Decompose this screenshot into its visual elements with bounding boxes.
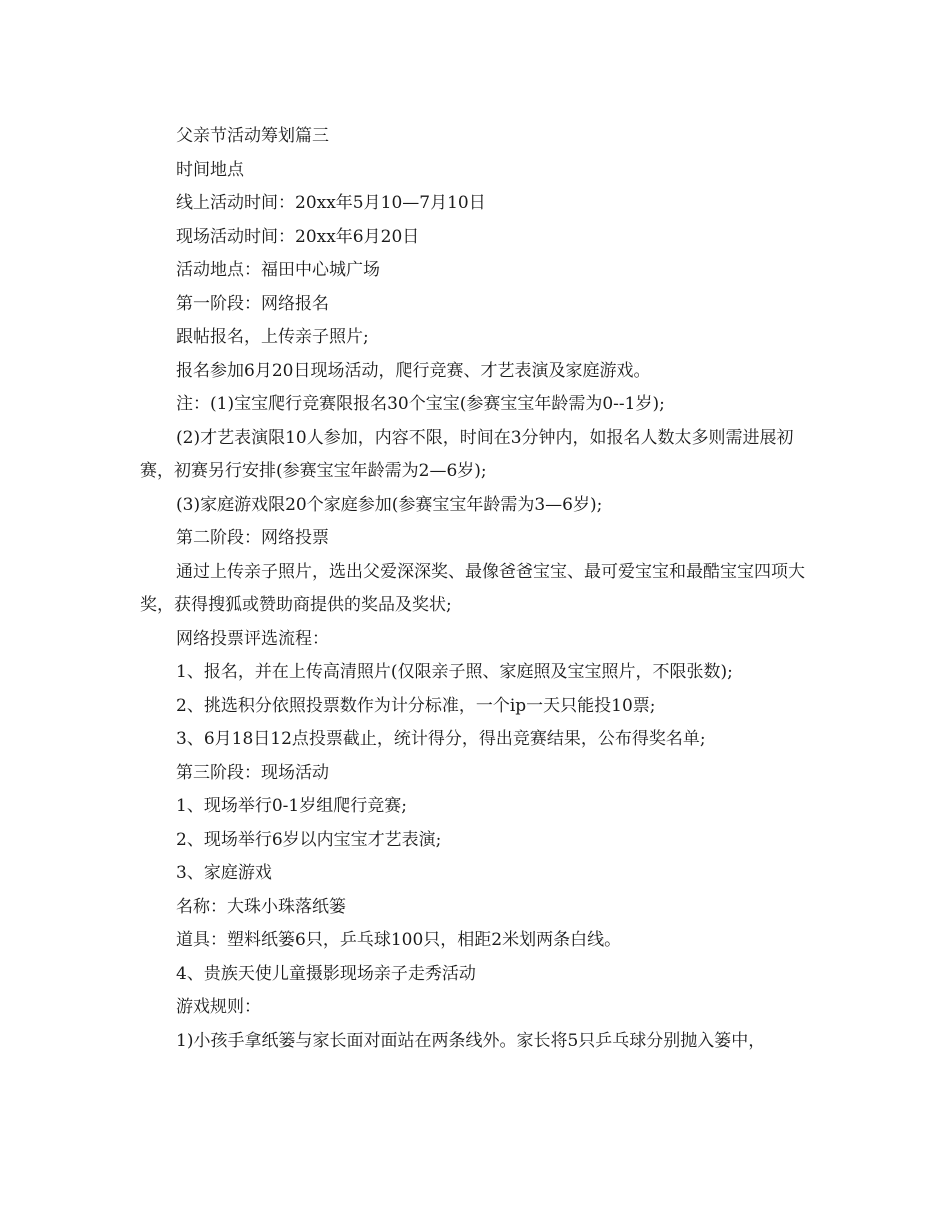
paragraph: 道具：塑料纸篓6只，乒乓球100只，相距2米划两条白线。: [176, 930, 622, 950]
paragraph: 游戏规则：: [176, 997, 261, 1017]
paragraph: 2、现场举行6岁以内宝宝才艺表演;: [176, 829, 442, 850]
paragraph: 1、报名，并在上传高清照片(仅限亲子照、家庭照及宝宝照片，不限张数);: [176, 662, 733, 682]
paragraph: 2、挑选积分依照投票数作为计分标准，一个ip一天只能投10票;: [176, 695, 656, 716]
paragraph: 网络投票评选流程：: [176, 628, 329, 649]
paragraph: 报名参加6月20日现场活动，爬行竞赛、才艺表演及家庭游戏。: [176, 360, 651, 381]
document-body: [140, 120, 825, 1058]
section-heading: 第二阶段：网络投票: [176, 528, 329, 548]
paragraph: 3、6月18日12点投票截止，统计得分，得出竞赛结果，公布得奖名单;: [176, 729, 706, 749]
paragraph: 1、现场举行0-1岁组爬行竞赛;: [176, 796, 407, 816]
paragraph: 线上活动时间：20xx年5月10—7月10日: [176, 193, 486, 213]
doc-title: 父亲节活动筹划篇三: [176, 126, 329, 146]
section-heading: 第三阶段：现场活动: [176, 762, 329, 783]
paragraph: 时间地点: [176, 159, 244, 180]
paragraph: (2)才艺表演限10人参加，内容不限，时间在3分钟内，如报名人数太多则需进展初赛，初赛另行安排(参赛宝宝年龄需为2—6岁);: [140, 427, 794, 481]
paragraph: 3、家庭游戏: [176, 863, 272, 883]
paragraph: 名称：大珠小珠落纸篓: [176, 896, 346, 917]
paragraph: 4、贵族天使儿童摄影现场亲子走秀活动: [176, 963, 476, 984]
paragraph: 现场活动时间：20xx年6月20日: [176, 226, 420, 247]
paragraph: 注：(1)宝宝爬行竞赛限报名30个宝宝(参赛宝宝年龄需为0--1岁);: [176, 394, 665, 414]
paragraph: 1)小孩手拿纸篓与家长面对面站在两条线外。家长将5只乒乓球分别抛入篓中，: [176, 1030, 766, 1051]
paragraph: 活动地点：福田中心城广场: [176, 260, 380, 280]
paragraph: (3)家庭游戏限20个家庭参加(参赛宝宝年龄需为3—6岁);: [176, 494, 603, 515]
paragraph: 跟帖报名，上传亲子照片;: [176, 327, 369, 347]
paragraph: 通过上传亲子照片，选出父爱深深奖、最像爸爸宝宝、最可爱宝宝和最酷宝宝四项大奖，获得搜狐或赞助商提供的奖品及奖状;: [140, 561, 805, 615]
section-heading: 第一阶段：网络报名: [176, 293, 329, 314]
